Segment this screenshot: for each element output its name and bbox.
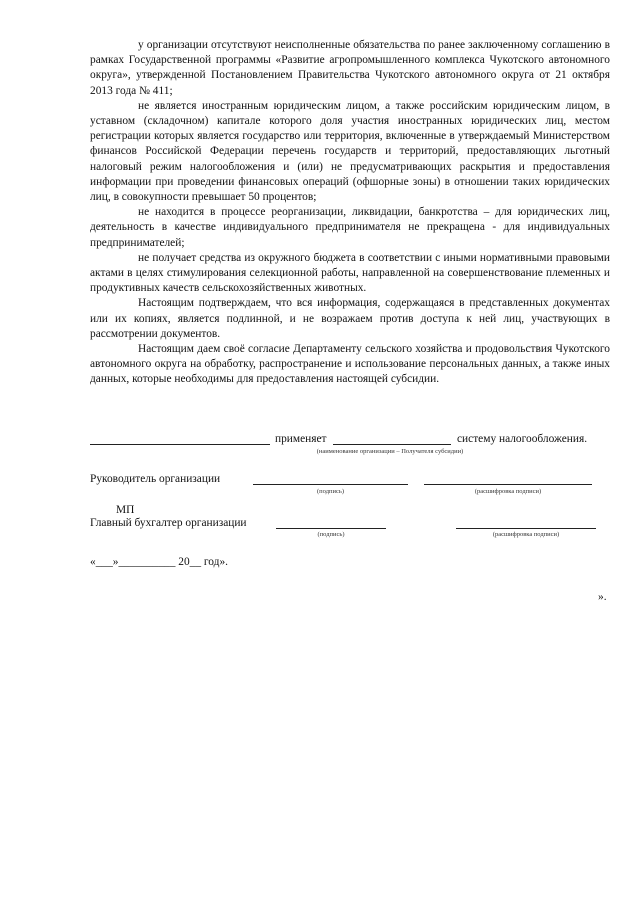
closing-mark: ». [598,591,607,603]
organization-name-caption: (наименование организации – Получателя субсидии) [316,448,464,455]
organization-name-line[interactable] [90,444,270,445]
tax-system-text: систему налогообложения. [457,433,588,445]
seal-mark: МП [116,504,135,516]
paragraph-confirmation: Настоящим подтверждаем, что вся информация, содержащаяся в представленных документах или их копиях, является подлинной, и не возражаем против доступа к ней лиц, участвующих в рассмотрении документов. [90,297,610,340]
accountant-signature-line[interactable] [276,528,386,529]
applies-text: применяет [275,433,327,445]
accountant-decode-line[interactable] [456,528,596,529]
paragraph-consent: Настоящим даем своё согласие Департаменту сельского хозяйства и продовольствия Чукотского автономного округа на обработку, распространение и использование персональных данных, а также иных данных, которые необходимы для предоставления настоящей субсидии. [90,343,610,386]
accountant-signature-caption: (подпись) [317,531,345,538]
head-signature-line[interactable] [253,484,408,485]
paragraph-budget-funds: не получает средства из окружного бюджета в соответствии с иными нормативными правовыми актами в целях стимулирования селекционной работы, направленной на совершенствование племенных и продуктивных качеств сельскохозяйственных животных. [90,251,610,295]
accountant-decode-caption: (расшифровка подписи) [492,531,560,538]
head-signature-caption: (подпись) [317,488,344,495]
paragraph-foreign-entity: не является иностранным юридическим лицом, а также российским юридическим лицом, в уставном (складочном) капитале которого доля участия иностранных юридических лиц, местом регистрации которых является государство или территория, включенные в утверждаемый Министерством финансов Российской Федерации перечень государств и территорий, предоставляющих льготный налоговый режим налогообложения и (или) не предусматривающих раскрытия и предоставления информации при проведении финансовых операций (офшорные зоны) в отношении таких юридических лиц, в совокупности превышает 50 процентов; [90,99,610,204]
body-text [90,38,610,388]
head-label: Руководитель организации [90,473,221,485]
paragraph-reorganization: не находится в процессе реорганизации, ликвидации, банкротства – для юридических лиц, деятельность в качестве индивидуального предпринимателя не прекращена - для индивидуальных предпринимателей; [90,206,610,249]
head-decode-line[interactable] [424,484,592,485]
date-line[interactable]: «___»__________ 20__ год». [90,556,228,568]
tax-system-line[interactable] [333,444,451,445]
paragraph-obligations: у организации отсутствуют неисполненные обязательства по ранее заключенному соглашению в рамках Государственной программы «Развитие агропромышленного комплекса Чукотского автономного округа», утвержденной Постановлением Правительства Чукотского автономного округа от 21 октября 2013 года № 411; [90,39,610,97]
accountant-label: Главный бухгалтер организации [90,517,247,529]
head-decode-caption: (расшифровка подписи) [474,488,542,495]
